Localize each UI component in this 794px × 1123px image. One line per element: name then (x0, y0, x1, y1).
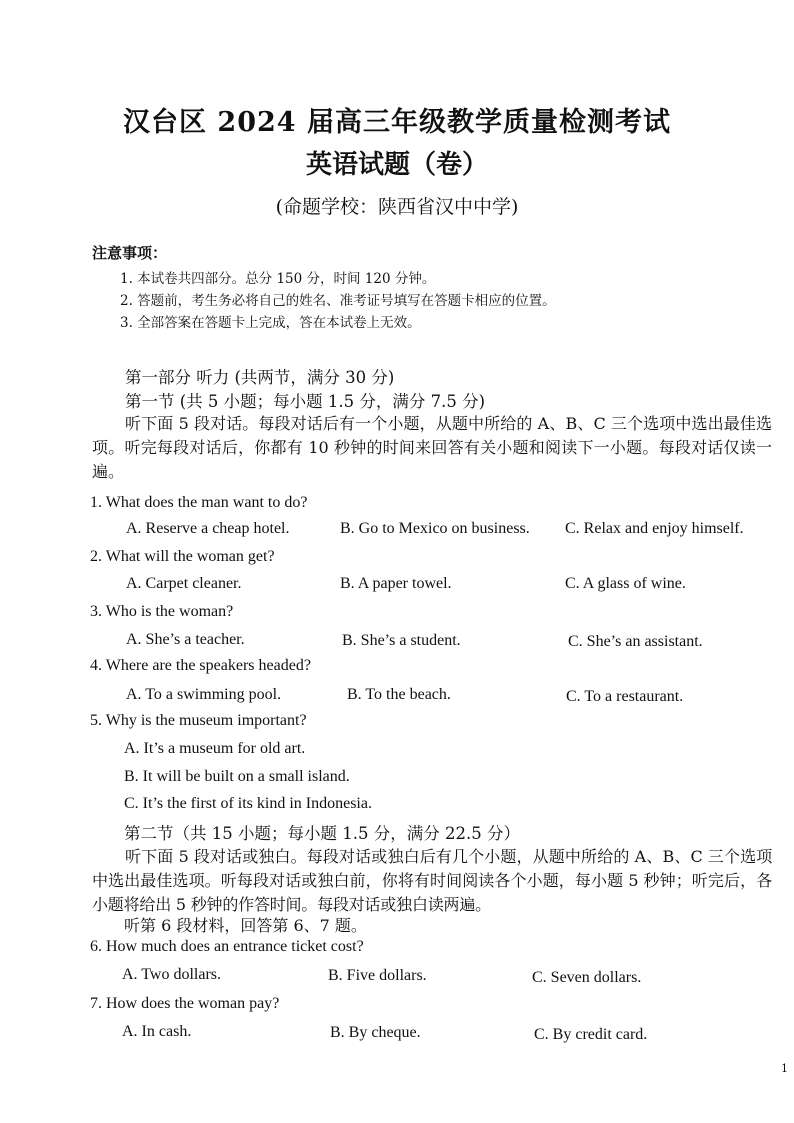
q2-option-c: C. A glass of wine. (565, 575, 686, 592)
q1-option-a: A. Reserve a cheap hotel. (126, 520, 290, 537)
question-7: 7. How does the woman pay? (90, 995, 280, 1012)
question-5: 5. Why is the museum important? (90, 712, 307, 729)
q3-option-a: A. She’s a teacher. (126, 631, 245, 648)
section1-instruction: 听下面 5 段对话。每段对话后有一个小题，从题中所给的 A、B、C 三个选项中选出最佳选项。听完每段对话后，你都有 10 秒钟的时间来回答有关小题和阅读下一小题。每段对话仅读一遍。 (92, 414, 772, 481)
q1-option-c: C. Relax and enjoy himself. (565, 520, 744, 537)
q6-option-a: A. Two dollars. (122, 966, 222, 983)
notes-list (120, 268, 556, 334)
setter-school: (命题学校：陕西省汉中中学) (275, 196, 519, 218)
q7-option-c: C. By credit card. (534, 1026, 648, 1043)
q2-option-a: A. Carpet cleaner. (126, 575, 242, 592)
note-item: 3. 全部答案在答题卡上完成，答在本试卷上无效。 (120, 315, 421, 331)
q4-option-c: C. To a restaurant. (566, 688, 684, 705)
q2-option-b: B. A paper towel. (340, 575, 452, 592)
exam-subtitle: 英语试题（卷） (305, 150, 488, 180)
section1-title: 第一节 (共 5 小题；每小题 1.5 分，满分 7.5 分) (125, 392, 486, 411)
q7-option-a: A. In cash. (122, 1023, 192, 1040)
note-item: 2. 答题前，考生务必将自己的姓名、准考证号填写在答题卡相应的位置。 (120, 293, 556, 309)
question-3: 3. Who is the woman? (90, 603, 234, 620)
q5-option-c: C. It’s the first of its kind in Indonesia. (124, 795, 372, 812)
question-1: 1. What does the man want to do? (90, 494, 308, 511)
q4-option-b: B. To the beach. (347, 686, 451, 703)
q4-option-a: A. To a swimming pool. (126, 686, 282, 703)
notes-heading: 注意事项： (92, 244, 168, 262)
part1-title: 第一部分 听力 (共两节，满分 30 分) (125, 368, 395, 387)
section2-instruction: 听下面 5 段对话或独白。每段对话或独白后有几个小题，从题中所给的 A、B、C 三个选项中选出最佳选项。听每段对话或独白前，你将有时间阅读各个小题，每小题 5 秒钟；听完后，各小题将给出 5 秒钟的作答时间。每段对话或独白读两遍。 (92, 847, 772, 914)
q5-option-a: A. It’s a museum for old art. (124, 740, 306, 757)
q6-option-b: B. Five dollars. (328, 967, 427, 984)
page-number: 1 (781, 1062, 788, 1075)
q1-option-b: B. Go to Mexico on business. (340, 520, 530, 537)
q3-option-c: C. She’s an assistant. (568, 633, 703, 650)
material-note: 听第 6 段材料，回答第 6、7 题。 (124, 916, 367, 935)
q6-option-c: C. Seven dollars. (532, 969, 642, 986)
q5-option-b: B. It will be built on a small island. (124, 768, 350, 785)
question-6: 6. How much does an entrance ticket cost? (90, 938, 364, 955)
q7-option-b: B. By cheque. (330, 1024, 421, 1041)
question-4: 4. Where are the speakers headed? (90, 657, 311, 674)
q3-option-b: B. She’s a student. (342, 632, 461, 649)
question-2: 2. What will the woman get? (90, 548, 275, 565)
section2-title: 第二节（共 15 小题；每小题 1.5 分，满分 22.5 分） (124, 824, 520, 843)
exam-title: 汉台区 2024 届高三年级教学质量检测考试 (123, 107, 671, 138)
note-item: 1. 本试卷共四部分。总分 150 分，时间 120 分钟。 (120, 271, 436, 287)
